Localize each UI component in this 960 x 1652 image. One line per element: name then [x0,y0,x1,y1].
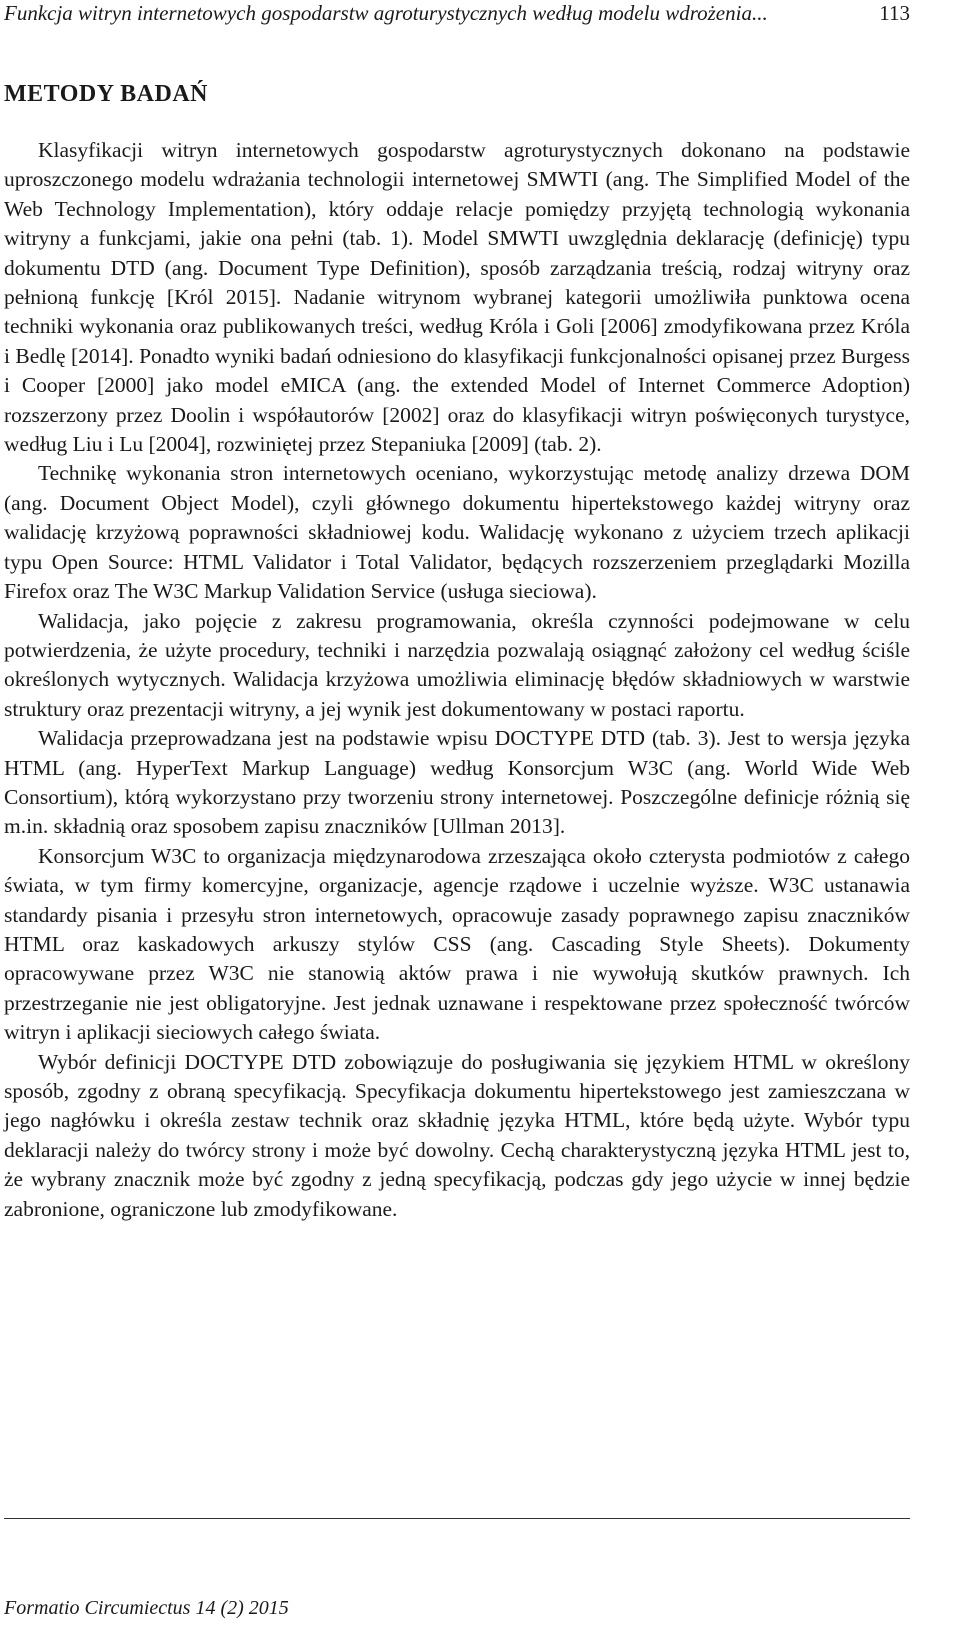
paragraph: Klasyfikacji witryn internetowych gospodarstw agroturystycznych dokonano na podstawie uproszczonego modelu wdrażania technologii internetowej SMWTI (ang. The Simplified Model of the Web Technology Implementation), który oddaje relacje pomiędzy przyjętą technologią wykonania witryny a funkcjami, jakie ona pełni (tab. 1). Model SMWTI uwzględnia deklarację (definicję) typu dokumentu DTD (ang. Document Type Definition), sposób zarządzania treścią, rodzaj witryny oraz pełnioną funkcję [Król 2015]. Nadanie witrynom wybranej kategorii umożliwiła punktowa ocena techniki wykonania oraz publikowanych treści, według Króla i Goli [2006] zmodyfikowana przez Króla i Bedlę [2014]. Ponadto wyniki badań odniesiono do klasyfikacji funkcjonalności opisanej przez Burgess i Cooper [2000] jako model eMICA (ang. the extended Model of Internet Commerce Adoption) rozszerzony przez Doolin i współautorów [2002] oraz do klasyfikacji witryn poświęconych turystyce, według Liu i Lu [2004], rozwiniętej przez Stepaniuka [2009] (tab. 2). [4,138,910,457]
paragraph: Wybór definicji DOCTYPE DTD zobowiązuje do posługiwania się językiem HTML w określony sposób, zgodny z obraną specyfikacją. Specyfikacja dokumentu hipertekstowego jest zamieszczana w jego nagłówku i określa zestaw technik oraz składnię języka HTML, które będą użyte. Wybór typu deklaracji należy do twórcy strony i może być dowolny. Cechą charakterystyczną języka HTML jest to, że wybrany znacznik może być zgodny z jedną specyfikacją, podczas gdy jego użycie w innej będzie zabronione, ograniczone lub zmodyfikowane. [4,1049,910,1221]
running-header [4,0,910,30]
paragraph: Walidacja, jako pojęcie z zakresu programowania, określa czynności podejmowane w celu potwierdzenia, że użyte procedury, techniki i narzędzia pozwalają osiągnąć założony cel według ściśle określonych wytycznych. Walidacja krzyżowa umożliwia eliminację błędów składniowych w warstwie struktury oraz prezentacji witryny, a jej wynik jest dokumentowany w postaci raportu. [4,608,910,721]
running-title: Funkcja witryn internetowych gospodarstw agroturystycznych według modelu wdrożenia... [4,1,768,25]
footer-journal-citation: Formatio Circumiectus 14 (2) 2015 [4,1597,289,1619]
footer-divider [4,1518,910,1519]
paragraph: Walidacja przeprowadzana jest na podstawie wpisu DOCTYPE DTD (tab. 3). Jest to wersja języka HTML (ang. HyperText Markup Language) według Konsorcjum W3C (ang. World Wide Web Consortium), którą wykorzystano przy tworzeniu strony internetowej. Poszczególne definicje różnią się m.in. składnią oraz sposobem zapisu znaczników [Ullman 2013]. [4,726,910,839]
paragraph: Technikę wykonania stron internetowych oceniano, wykorzystując metodę analizy drzewa DOM (ang. Document Object Model), czyli głównego dokumentu hipertekstowego każdej witryny oraz walidację krzyżową poprawności składniowej kodu. Walidację wykonano z użyciem trzech aplikacji typu Open Source: HTML Validator i Total Validator, będących rozszerzeniem przeglądarki Mozilla Firefox oraz The W3C Markup Validation Service (usługa sieciowa). [4,461,910,604]
body-text [4,136,910,1224]
section-heading: METODY BADAŃ [4,81,209,107]
paragraph: Konsorcjum W3C to organizacja międzynarodowa zrzeszająca około czterysta podmiotów z całego świata, w tym firmy komercyjne, organizacje, agencje rządowe i uczelnie wyższe. W3C ustanawia standardy pisania i przesyłu stron internetowych, opracowuje zasady poprawnego zapisu znaczników HTML oraz kaskadowych arkuszy stylów CSS (ang. Cascading Style Sheets). Dokumenty opracowywane przez W3C nie stanowią aktów prawa i nie wywołują skutków prawnych. Ich przestrzeganie nie jest obligatoryjne. Jest jednak uznawane i respektowane przez społeczność twórców witryn i aplikacji sieciowych całego świata. [4,843,910,1045]
page-number: 113 [879,1,910,25]
